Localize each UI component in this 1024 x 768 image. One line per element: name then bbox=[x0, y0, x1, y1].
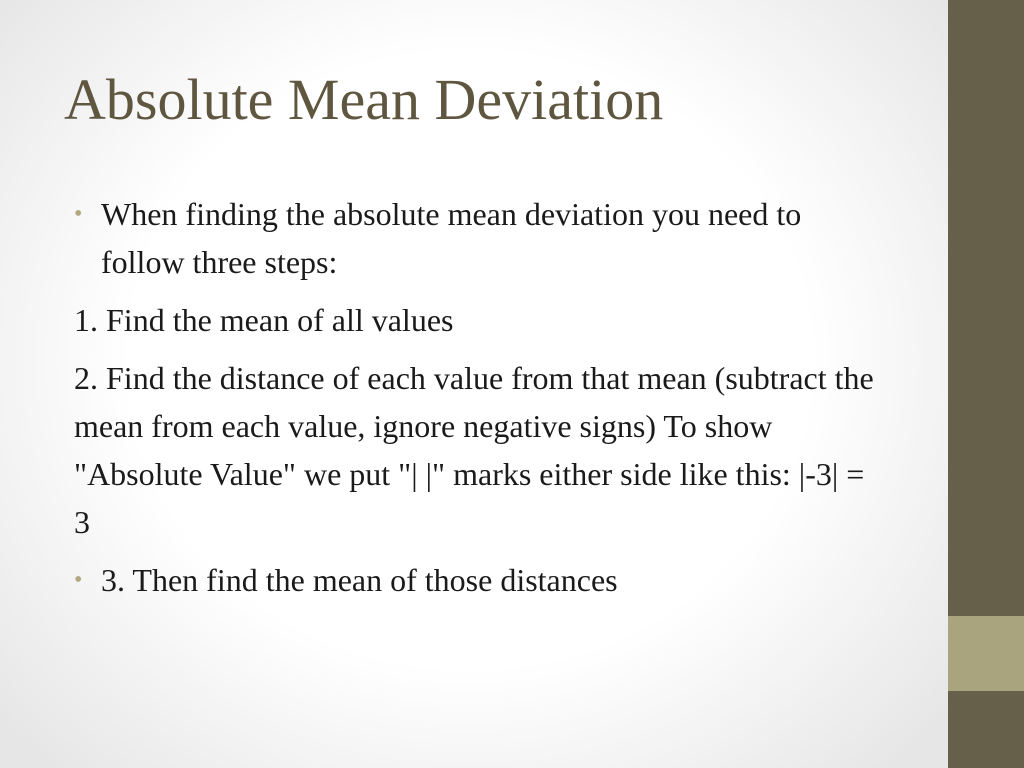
paragraph-step-1 bbox=[74, 296, 874, 344]
paragraph-intro bbox=[74, 190, 874, 286]
bullet-dot-icon: • bbox=[74, 201, 83, 227]
paragraph-text: 2. Find the distance of each value from that mean (subtract the mean from each value, ignore negative signs) To show "Absolute Value" we put "| |" marks either side like this: |-3| = 3 bbox=[74, 360, 874, 540]
slide-title: Absolute Mean Deviation bbox=[64, 67, 664, 132]
bullet-dot-icon: • bbox=[74, 567, 83, 593]
paragraph-text: 3. Then find the mean of those distances bbox=[101, 562, 618, 598]
paragraph-text: When finding the absolute mean deviation you need to follow three steps: bbox=[101, 196, 802, 280]
paragraph-step-2 bbox=[74, 354, 874, 546]
slide-body bbox=[74, 190, 874, 614]
decorative-sidebar-accent bbox=[948, 616, 1024, 691]
paragraph-text: 1. Find the mean of all values bbox=[74, 302, 454, 338]
paragraph-step-3 bbox=[74, 556, 874, 604]
